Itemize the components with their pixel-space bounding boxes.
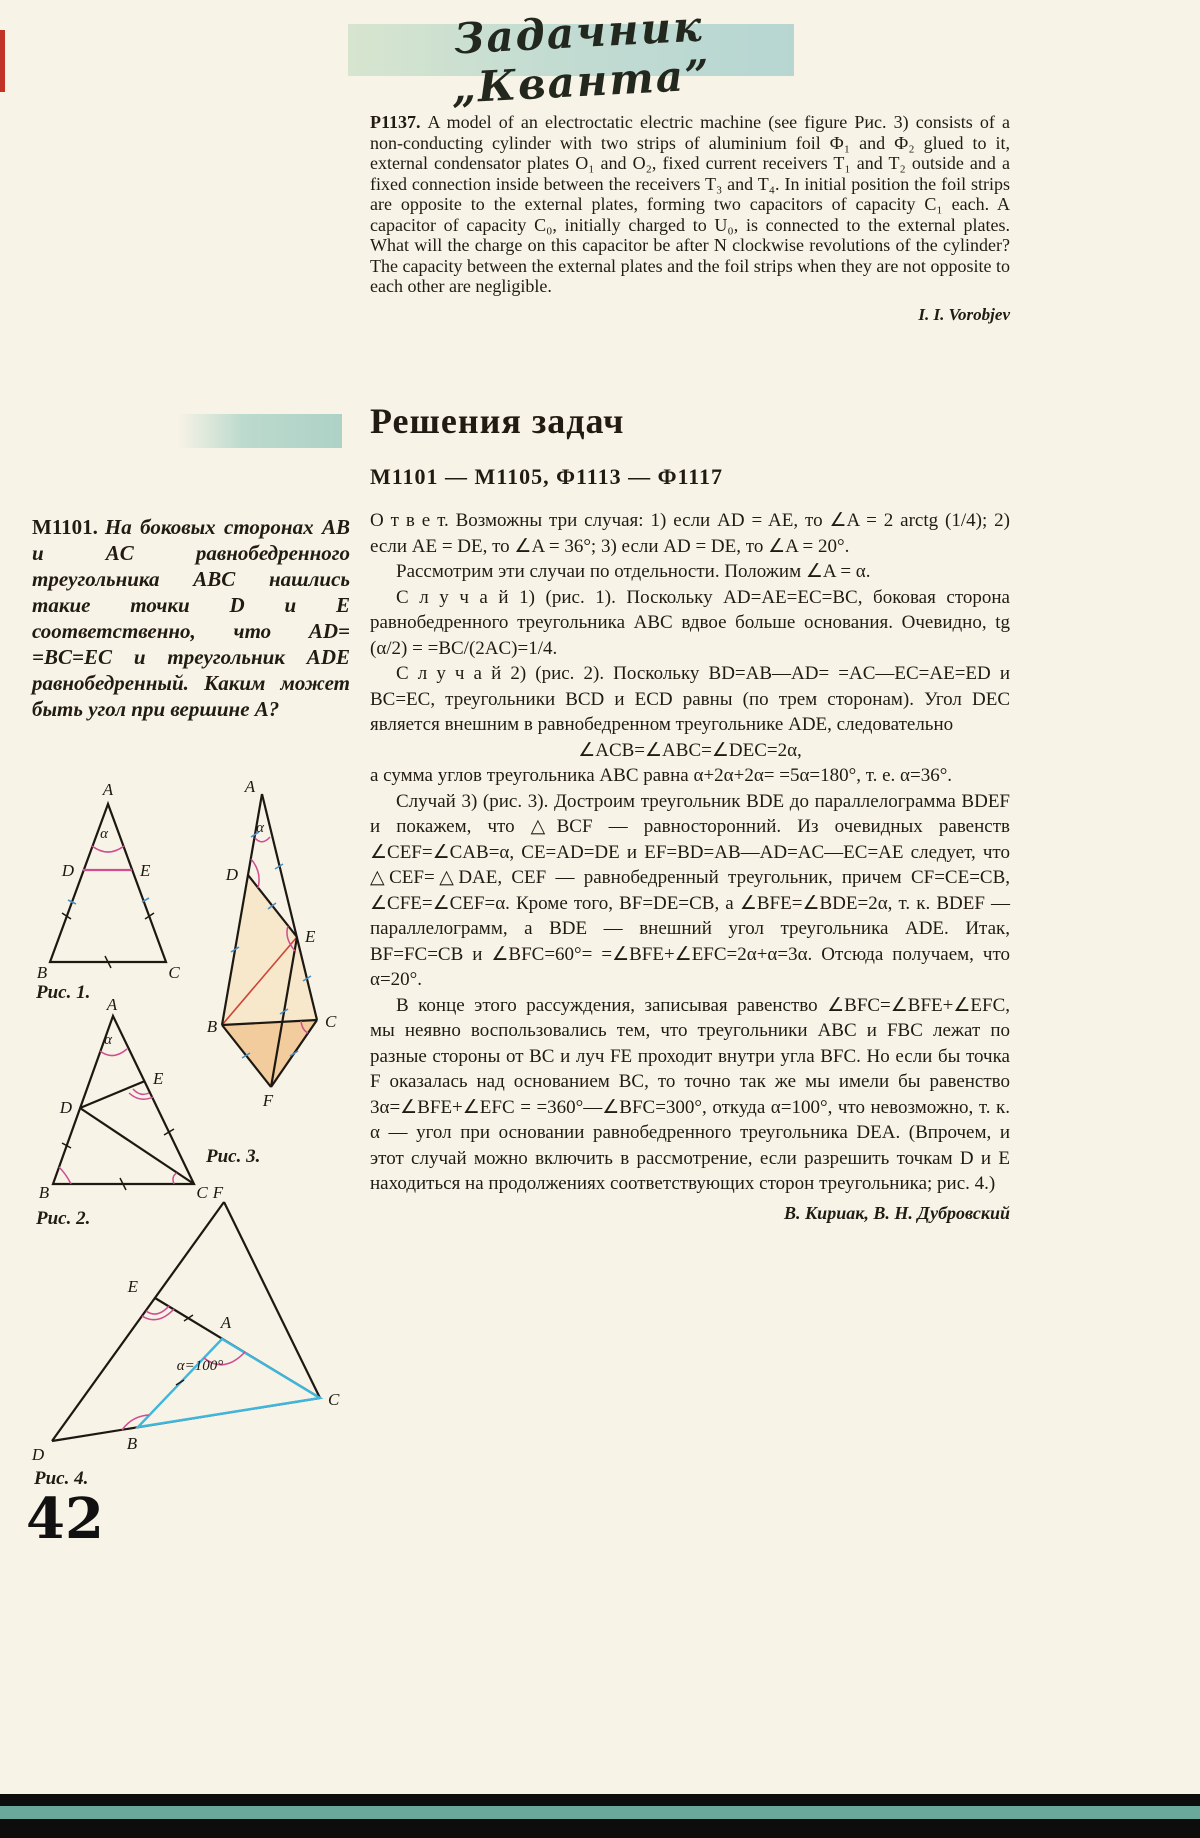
fig2-caption: Рис. 2. — [36, 1208, 91, 1229]
solutions-heading: Решения задач — [370, 401, 625, 441]
right-column — [370, 112, 1010, 325]
solution-paragraph: С л у ч а й 2) (рис. 2). Поскольку BD=AB—AD= =AC—EC=AE=ED и BC=EC, треугольники BCD и ECD равны (по трем сторонам). Угол DEC является внешним в равнобедренном треугольнике ADE, следовательно — [370, 663, 1010, 735]
figure-4 — [22, 1186, 344, 1474]
solution-paragraph: Рассмотрим эти случаи по отдельности. Положим ∠A = α. — [396, 561, 871, 582]
bottom-teal-strip — [0, 1806, 1200, 1819]
solution-m1101 — [370, 508, 1010, 1226]
solution-paragraph: Случай 3) (рис. 3). Достроим треугольник BDE до параллелограмма BDEF и покажем, что △BCF — равносторонний. Из очевидных равенств ∠CEF=∠CAB=α, CE=AD=DE и EF=BD=AB—AD=AC—EC=AE следует, что △CEF=△DAE, CEF — равнобедренный треугольник, причем CF=CE=CB, ∠CFE=∠CEF=α. Кроме того, BF=DE=CB, а ∠BFE=∠BDE=2α, т. к. BDEF — параллелограмм, а BDE — внешний угол треугольника ADE. Итак, BF=FC=CB и ∠BFC=60°= =∠BFE+∠EFC=2α+α=3α. Отсюда получаем, что α=20°. — [370, 790, 1010, 990]
banner-script-title: Задачник „Кванта” — [450, 1, 713, 113]
problem-p1137-author: I. I. Vorobjev — [918, 304, 1010, 324]
fig2-label-d: D — [59, 1098, 72, 1117]
figure-2 — [28, 996, 223, 1211]
fig4-label-b: B — [126, 1434, 138, 1453]
fig2-label-e: E — [153, 1069, 164, 1088]
solution-paragraph: С л у ч а й 1) (рис. 1). Поскольку AD=AE=EC=BC, боковая сторона равнобедренного треугольника ABC вдвое больше основания. Очевидно, tg (α/2) = =BC/(2AC)=1/4. — [370, 586, 1010, 659]
problem-m1101 — [32, 514, 350, 722]
fig1-label-a: A — [102, 780, 114, 799]
fig3-label-b: B — [206, 1017, 218, 1036]
fig1-label-c: C — [168, 963, 180, 982]
fig1-label-alpha: α — [100, 826, 108, 842]
problem-p1137 — [370, 112, 1010, 297]
fig4-label-e: E — [127, 1277, 138, 1296]
fig4-label-a: A — [220, 1313, 232, 1332]
fig4-caption: Рис. 4. — [34, 1468, 89, 1489]
problem-m1101-body: На боковых сторонах AB и AC равнобедренного треугольника ABC нашлись такие точки D и E соответственно, что AD= =BC=EC и треугольник ADE равнобедренный. Каким может быть угол при вершине A? — [32, 515, 350, 721]
fig3-label-d: D — [225, 865, 238, 884]
fig3-label-e: E — [305, 927, 316, 946]
problem-p1137-body: A model of an electroctatic electric machine (see figure Рис. 3) consists of a non-conducting cylinder with two strips of aluminium foil Ф₁ and Ф₂ glued to it, external condensator plates O₁ and O₂, fixed current receivers T₁ and T₂ outside and a fixed connection inside between the receivers T₃ and T₄. In initial position the foil strips are opposite to the external plates, forming two capacitors of capacity C₁ each. A capacitor of capacity C₀, initially charged to U₀, is connected to the external plates. What will the charge on this capacitor be after N clockwise revolutions of the cylinder? The capacity between the external plates and the foil strips when they are not opposite to each other are negligible. — [370, 112, 1010, 296]
margin-mark — [0, 30, 5, 92]
problem-m1101-label: М1101. — [32, 515, 98, 539]
solution-authors: В. Кириак, В. Н. Дубровский — [783, 1202, 1010, 1223]
figure-3 — [202, 780, 347, 1120]
solution-paragraph: а сумма углов треугольника ABC равна α+2α+2α= =5α=180°, т. е. α=36°. — [370, 765, 953, 786]
fig3-label-alpha: α — [256, 820, 264, 836]
fig1-caption: Рис. 1. — [36, 982, 91, 1003]
solutions-range: М1101 — М1105, Ф1113 — Ф1117 — [370, 464, 724, 489]
fig2-label-alpha: α — [104, 1032, 112, 1048]
fig1-label-e: E — [140, 861, 151, 880]
solution-paragraph: О т в е т. Возможны три случая: 1) если AD = AE, то ∠A = 2 arctg (1/4); 2) если AE = DE, то ∠A = 36°; 3) если AD = DE, то ∠A = 20°. — [370, 510, 1010, 557]
fig2-label-a: A — [106, 996, 118, 1014]
fig4-label-angle: α=100° — [176, 1358, 224, 1374]
page-number: 42 — [26, 1486, 104, 1552]
fig3-label-c: C — [325, 1012, 337, 1031]
fig3-caption: Рис. 3. — [206, 1146, 261, 1167]
decorative-band — [178, 414, 342, 448]
fig1-label-b: B — [36, 963, 48, 982]
fig2-label-c: C — [196, 1183, 208, 1202]
solution-formula: ∠ACB=∠ABC=∠DEC=2α, — [578, 739, 802, 761]
figure-1 — [28, 780, 203, 995]
fig2-label-b: B — [38, 1183, 50, 1202]
fig4-label-f: F — [212, 1186, 224, 1202]
fig1-label-d: D — [61, 861, 74, 880]
problem-p1137-label: P1137. — [370, 112, 421, 132]
fig4-label-c: C — [328, 1390, 340, 1409]
fig3-label-f: F — [262, 1091, 274, 1110]
solution-paragraph: В конце этого рассуждения, записывая равенство ∠BFC=∠BFE+∠EFC, мы неявно воспользовались тем, что треугольники ABC и FBC лежат по разные стороны от BC и луч FE проходит внутри угла BFC. Но если бы точка F оказалась над основанием BC, то точно так же мы имели бы равенство 3α=∠BFE+∠EFC = =360°—∠BFC=300°, откуда α=100°, что невозможно, т. к. α — угол при основании равнобедренного треугольника DEA. (Впрочем, и этот случай можно включить в рассмотрение, если разрешить точкам D и E находиться на продолжениях соответствующих сторон треугольника; рис. 4.) — [370, 994, 1010, 1194]
fig3-label-a: A — [244, 780, 256, 796]
fig4-label-d: D — [31, 1445, 45, 1464]
